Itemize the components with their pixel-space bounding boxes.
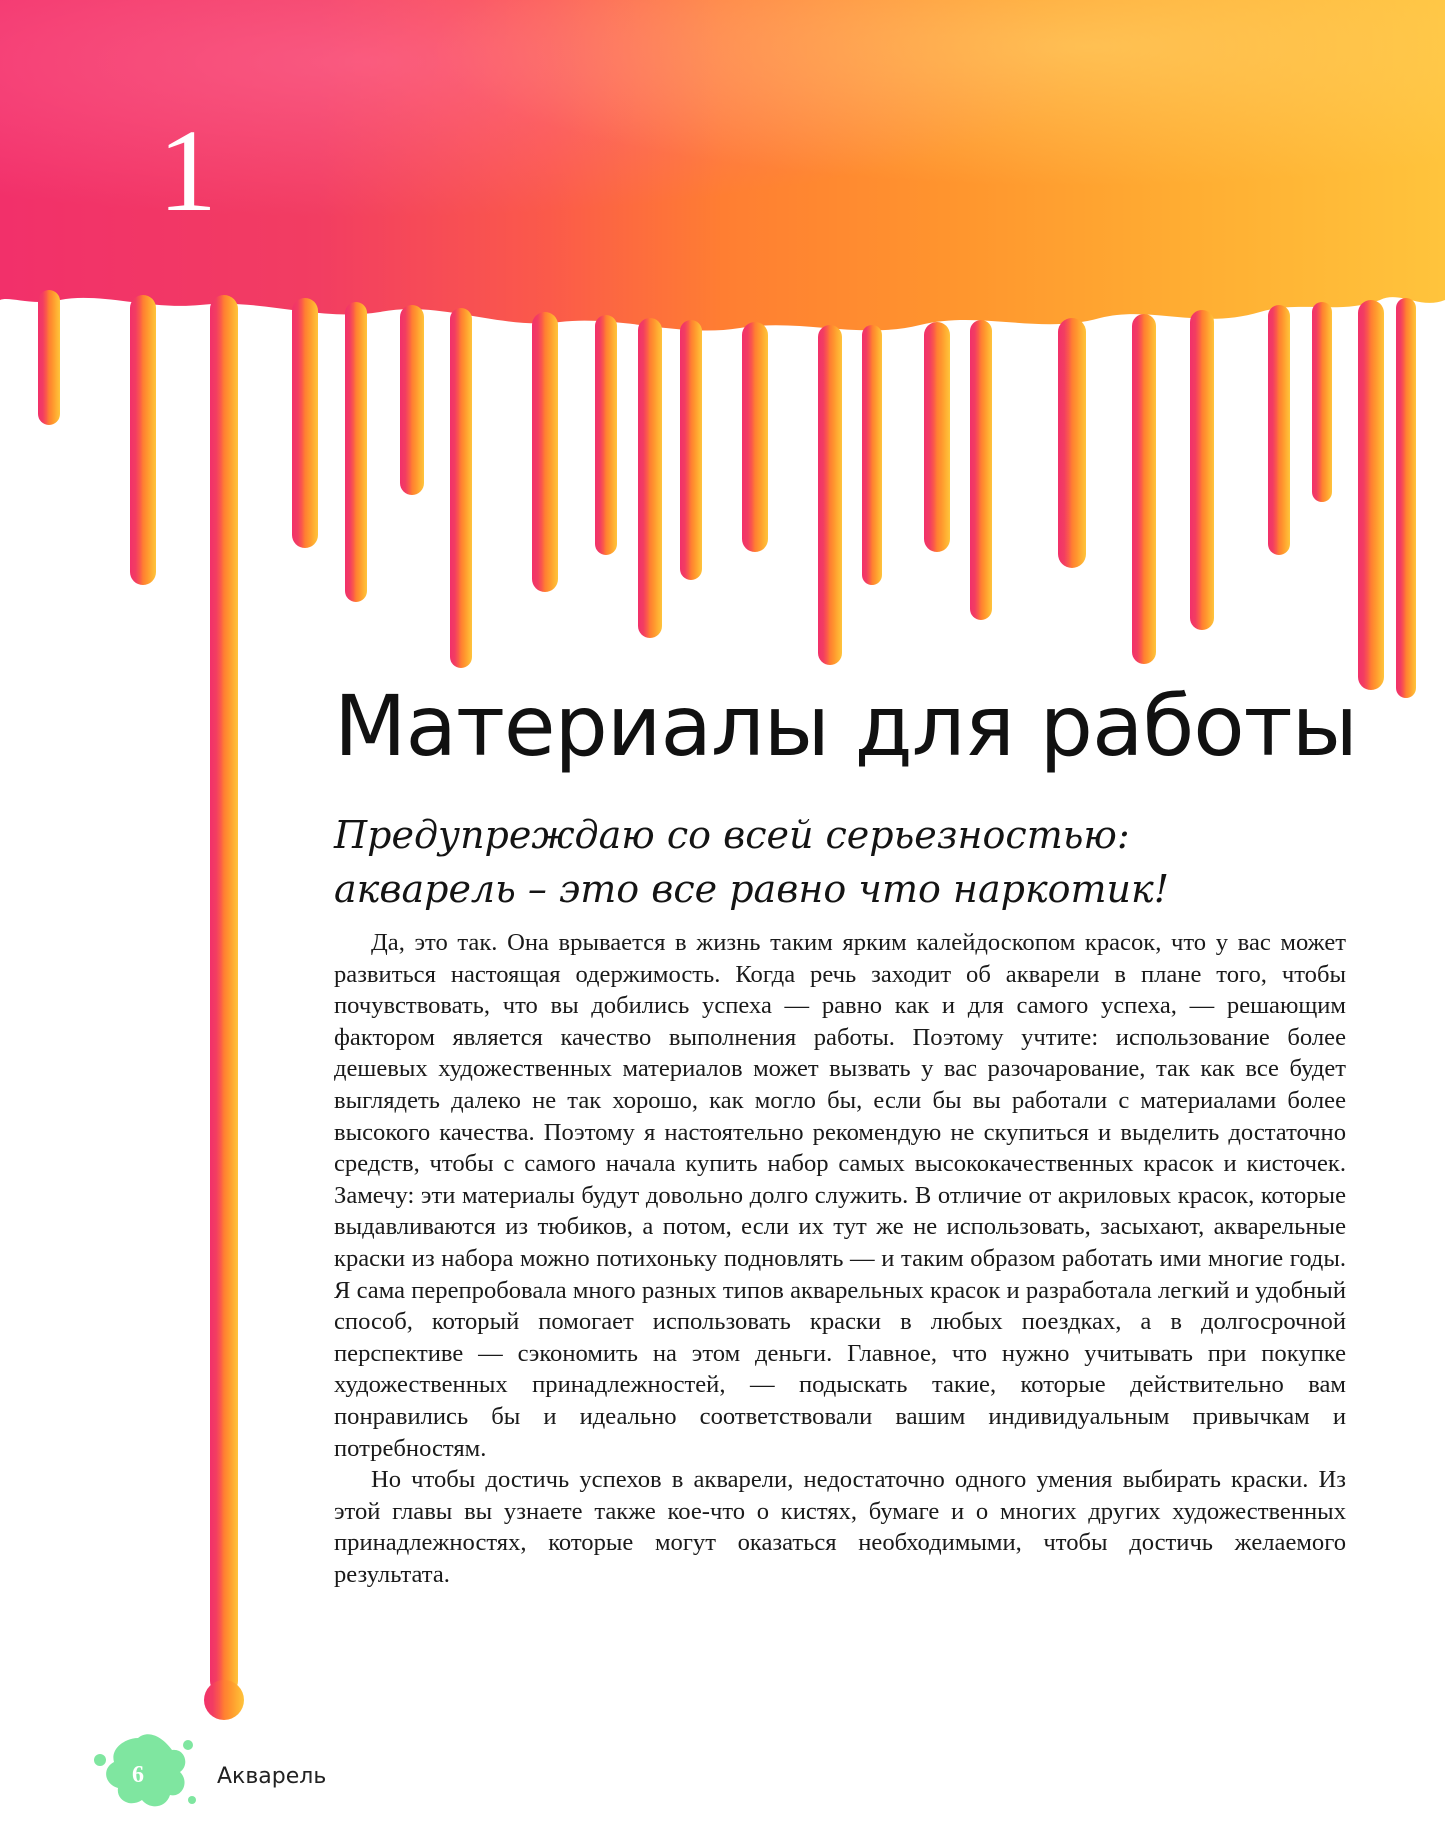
paragraph-2: Но чтобы достичь успехов в акварели, недостаточно одного умения выбирать краски. Из этой главы вы узнаете также кое-что о кистях, бумаге и о многих других художественных принадлежностях, которые могут оказаться необходимыми, чтобы достичь желаемого результата. xyxy=(334,1466,1346,1588)
chapter-title: Материалы для работы xyxy=(334,677,1357,775)
epigraph-line-1: Предупреждаю со всей серьезностью: xyxy=(334,813,1130,857)
epigraph-line-2: акварель – это все равно что наркотик! xyxy=(334,867,1169,911)
page-number: 6 xyxy=(132,1762,144,1788)
paragraph-1: Да, это так. Она врывается в жизнь таким ярким калейдоскопом красок, что у вас может развиться настоящая одержимость. Когда речь заходит об акварели в плане того, чтобы почувствовать, что вы добились успеха — равно как и для самого успеха, — решающим фактором является качество выполнения работы. Поэтому учтите: использование более дешевых художественных материалов может вызвать у вас разочарование, так как все будет выглядеть далеко не так хорошо, как могло бы, если бы вы работали с материалами более высокого качества. Поэтому я настоятельно рекомендую не скупиться и выделить достаточно средств, чтобы с самого начала купить набор самых высококачественных красок и кисточек. Замечу: эти материалы будут довольно долго служить. В отличие от акриловых красок, которые выдавливаются из тюбиков, а потом, если их тут же не использовать, засыхают, акварельные краски из набора можно потихоньку подновлять — и таким образом работать ими многие годы. Я сама перепробовала много разных типов акварельных красок и разработала легкий и удобный способ, который помогает использовать краски в любых поездках, а в долгосрочной перспективе — сэкономить на этом деньги. Главное, что нужно учитывать при покупке художественных принадлежностей, — подыскать такие, которые действительно вам понравились бы и идеально соответствовали вашим индивидуальным привычкам и потребностям. xyxy=(334,929,1346,1462)
body-text xyxy=(334,927,1346,1590)
epigraph xyxy=(334,808,1384,916)
running-footer-title: Акварель xyxy=(217,1764,327,1789)
chapter-number: 1 xyxy=(158,105,217,236)
